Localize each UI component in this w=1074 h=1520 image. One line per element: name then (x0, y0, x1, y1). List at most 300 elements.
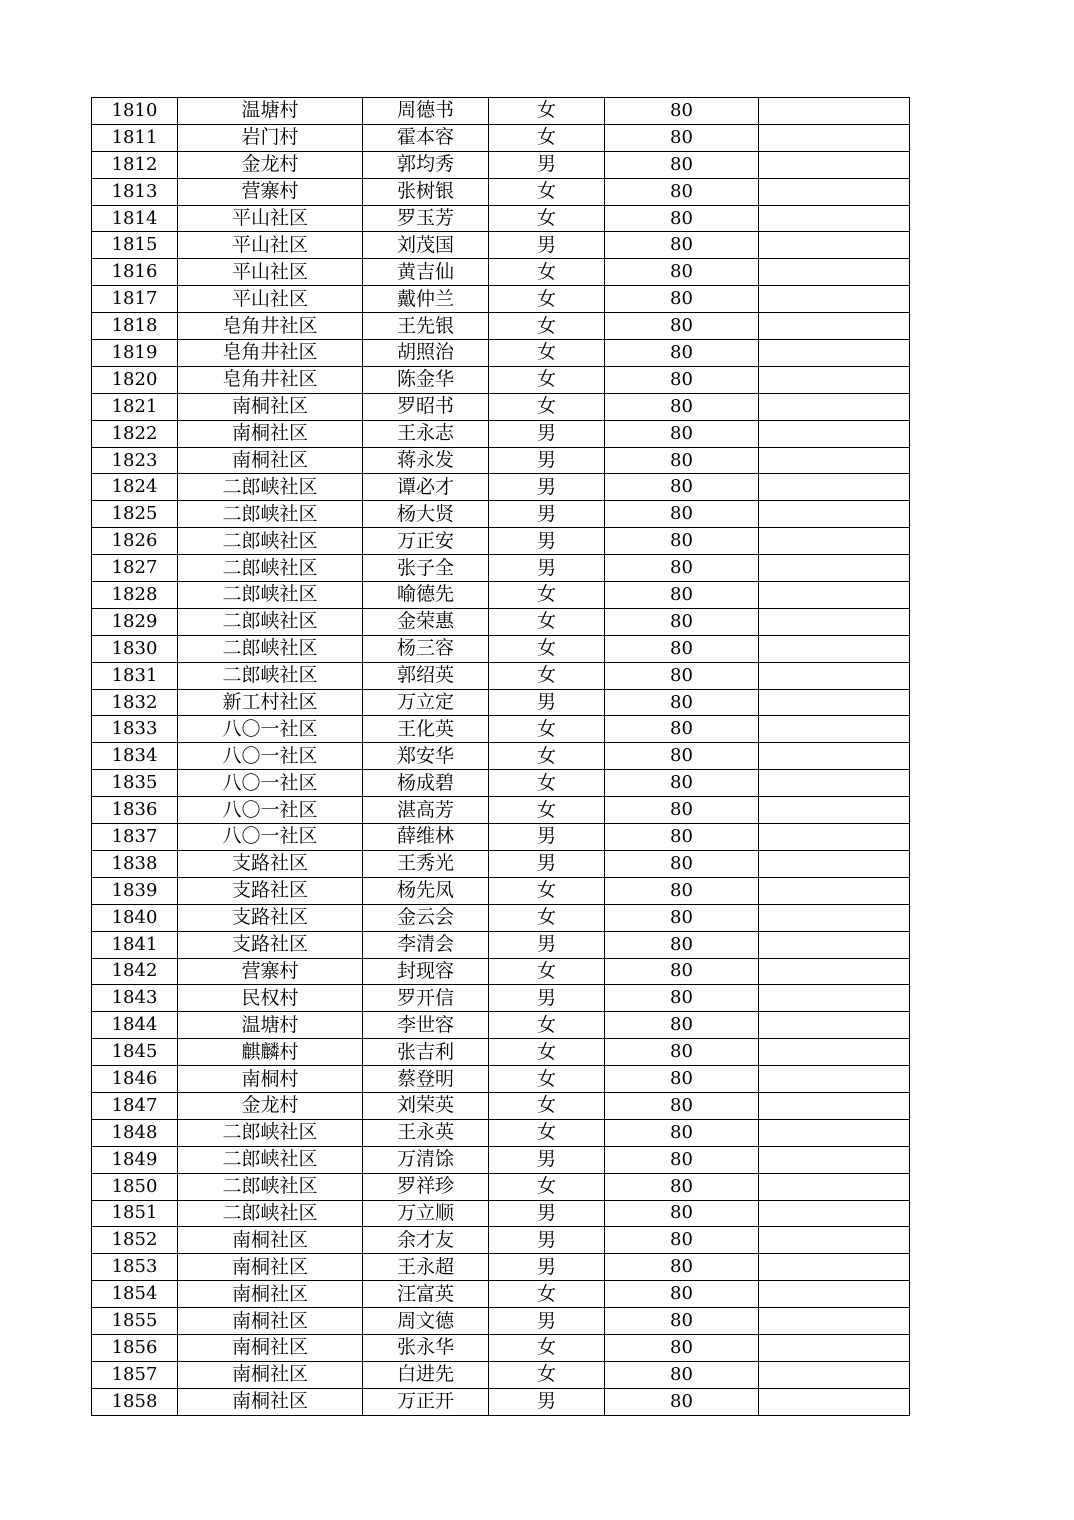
community-cell: 温塘村 (178, 1012, 363, 1039)
gender-cell: 男 (489, 1254, 605, 1281)
name-cell: 白进先 (363, 1361, 489, 1388)
gender-cell: 女 (489, 635, 605, 662)
gender-cell: 男 (489, 689, 605, 716)
community-cell: 支路社区 (178, 877, 363, 904)
row-number-cell: 1830 (92, 635, 178, 662)
age-cell: 80 (605, 931, 759, 958)
community-cell: 皂角井社区 (178, 366, 363, 393)
table-row (92, 232, 910, 259)
table-row (92, 178, 910, 205)
row-number-cell: 1817 (92, 286, 178, 313)
gender-cell: 女 (489, 1092, 605, 1119)
community-cell: 八〇一社区 (178, 770, 363, 797)
row-number-cell: 1818 (92, 313, 178, 340)
name-cell: 万立顺 (363, 1200, 489, 1227)
remark-cell (759, 528, 910, 555)
name-cell: 郭均秀 (363, 151, 489, 178)
row-number-cell: 1856 (92, 1334, 178, 1361)
age-cell: 80 (605, 662, 759, 689)
table-row (92, 1092, 910, 1119)
gender-cell: 男 (489, 1200, 605, 1227)
age-cell: 80 (605, 1039, 759, 1066)
community-cell: 南桐社区 (178, 393, 363, 420)
community-cell: 二郎峡社区 (178, 1200, 363, 1227)
community-cell: 八〇一社区 (178, 743, 363, 770)
row-number-cell: 1826 (92, 528, 178, 555)
gender-cell: 男 (489, 151, 605, 178)
gender-cell: 女 (489, 1039, 605, 1066)
remark-cell (759, 1119, 910, 1146)
remark-cell (759, 501, 910, 528)
row-number-cell: 1824 (92, 474, 178, 501)
remark-cell (759, 178, 910, 205)
table-row (92, 716, 910, 743)
row-number-cell: 1816 (92, 259, 178, 286)
row-number-cell: 1839 (92, 877, 178, 904)
age-cell: 80 (605, 958, 759, 985)
gender-cell: 女 (489, 340, 605, 367)
row-number-cell: 1837 (92, 824, 178, 851)
community-cell: 八〇一社区 (178, 797, 363, 824)
name-cell: 王化英 (363, 716, 489, 743)
age-cell: 80 (605, 1092, 759, 1119)
gender-cell: 女 (489, 259, 605, 286)
age-cell: 80 (605, 743, 759, 770)
community-cell: 南桐社区 (178, 1281, 363, 1308)
data-table (91, 97, 910, 1416)
age-cell: 80 (605, 501, 759, 528)
table-row (92, 1254, 910, 1281)
name-cell: 王永志 (363, 420, 489, 447)
table-row (92, 393, 910, 420)
row-number-cell: 1855 (92, 1308, 178, 1335)
name-cell: 张永华 (363, 1334, 489, 1361)
community-cell: 南桐社区 (178, 1227, 363, 1254)
age-cell: 80 (605, 635, 759, 662)
age-cell: 80 (605, 555, 759, 582)
row-number-cell: 1834 (92, 743, 178, 770)
row-number-cell: 1853 (92, 1254, 178, 1281)
name-cell: 杨先凤 (363, 877, 489, 904)
age-cell: 80 (605, 178, 759, 205)
name-cell: 胡照治 (363, 340, 489, 367)
row-number-cell: 1852 (92, 1227, 178, 1254)
name-cell: 罗开信 (363, 985, 489, 1012)
row-number-cell: 1835 (92, 770, 178, 797)
table-row (92, 151, 910, 178)
remark-cell (759, 232, 910, 259)
name-cell: 李清会 (363, 931, 489, 958)
community-cell: 二郎峡社区 (178, 635, 363, 662)
remark-cell (759, 1388, 910, 1415)
table-row (92, 985, 910, 1012)
table-row (92, 1200, 910, 1227)
gender-cell: 女 (489, 1361, 605, 1388)
community-cell: 南桐社区 (178, 1334, 363, 1361)
gender-cell: 女 (489, 124, 605, 151)
row-number-cell: 1819 (92, 340, 178, 367)
name-cell: 万正开 (363, 1388, 489, 1415)
remark-cell (759, 877, 910, 904)
name-cell: 王永英 (363, 1119, 489, 1146)
name-cell: 万立定 (363, 689, 489, 716)
age-cell: 80 (605, 1012, 759, 1039)
name-cell: 刘茂国 (363, 232, 489, 259)
age-cell: 80 (605, 393, 759, 420)
table-row (92, 958, 910, 985)
name-cell: 张子全 (363, 555, 489, 582)
remark-cell (759, 797, 910, 824)
table-row (92, 797, 910, 824)
age-cell: 80 (605, 1066, 759, 1093)
name-cell: 金云会 (363, 904, 489, 931)
age-cell: 80 (605, 904, 759, 931)
community-cell: 金龙村 (178, 151, 363, 178)
community-cell: 金龙村 (178, 1092, 363, 1119)
gender-cell: 男 (489, 1227, 605, 1254)
remark-cell (759, 743, 910, 770)
table-row (92, 340, 910, 367)
community-cell: 二郎峡社区 (178, 1119, 363, 1146)
remark-cell (759, 286, 910, 313)
name-cell: 罗玉芳 (363, 205, 489, 232)
name-cell: 湛高芳 (363, 797, 489, 824)
row-number-cell: 1850 (92, 1173, 178, 1200)
community-cell: 岩门村 (178, 124, 363, 151)
table-row (92, 259, 910, 286)
gender-cell: 女 (489, 178, 605, 205)
table-row (92, 824, 910, 851)
row-number-cell: 1810 (92, 98, 178, 125)
gender-cell: 女 (489, 877, 605, 904)
age-cell: 80 (605, 151, 759, 178)
remark-cell (759, 474, 910, 501)
table-row (92, 1012, 910, 1039)
remark-cell (759, 205, 910, 232)
remark-cell (759, 1254, 910, 1281)
row-number-cell: 1814 (92, 205, 178, 232)
age-cell: 80 (605, 716, 759, 743)
name-cell: 喻德先 (363, 582, 489, 609)
name-cell: 周德书 (363, 98, 489, 125)
gender-cell: 女 (489, 958, 605, 985)
row-number-cell: 1845 (92, 1039, 178, 1066)
community-cell: 平山社区 (178, 286, 363, 313)
gender-cell: 女 (489, 286, 605, 313)
name-cell: 万清馀 (363, 1146, 489, 1173)
name-cell: 黄吉仙 (363, 259, 489, 286)
row-number-cell: 1847 (92, 1092, 178, 1119)
table-row (92, 555, 910, 582)
age-cell: 80 (605, 313, 759, 340)
community-cell: 二郎峡社区 (178, 555, 363, 582)
gender-cell: 女 (489, 1066, 605, 1093)
community-cell: 温塘村 (178, 98, 363, 125)
name-cell: 杨大贤 (363, 501, 489, 528)
table-row (92, 124, 910, 151)
row-number-cell: 1813 (92, 178, 178, 205)
remark-cell (759, 824, 910, 851)
name-cell: 蒋永发 (363, 447, 489, 474)
name-cell: 罗祥珍 (363, 1173, 489, 1200)
remark-cell (759, 958, 910, 985)
name-cell: 罗昭书 (363, 393, 489, 420)
age-cell: 80 (605, 124, 759, 151)
table-row (92, 1281, 910, 1308)
age-cell: 80 (605, 985, 759, 1012)
age-cell: 80 (605, 1146, 759, 1173)
gender-cell: 女 (489, 393, 605, 420)
remark-cell (759, 1308, 910, 1335)
gender-cell: 女 (489, 366, 605, 393)
table-row (92, 1334, 910, 1361)
age-cell: 80 (605, 259, 759, 286)
gender-cell: 男 (489, 985, 605, 1012)
name-cell: 张吉利 (363, 1039, 489, 1066)
community-cell: 二郎峡社区 (178, 608, 363, 635)
name-cell: 杨三容 (363, 635, 489, 662)
table-row (92, 904, 910, 931)
community-cell: 南桐社区 (178, 1388, 363, 1415)
age-cell: 80 (605, 582, 759, 609)
table-row (92, 931, 910, 958)
community-cell: 支路社区 (178, 931, 363, 958)
age-cell: 80 (605, 1388, 759, 1415)
table-row (92, 1039, 910, 1066)
gender-cell: 男 (489, 1388, 605, 1415)
remark-cell (759, 716, 910, 743)
table-row (92, 689, 910, 716)
name-cell: 王先银 (363, 313, 489, 340)
community-cell: 二郎峡社区 (178, 528, 363, 555)
remark-cell (759, 689, 910, 716)
row-number-cell: 1858 (92, 1388, 178, 1415)
gender-cell: 男 (489, 420, 605, 447)
remark-cell (759, 1092, 910, 1119)
remark-cell (759, 313, 910, 340)
name-cell: 汪富英 (363, 1281, 489, 1308)
community-cell: 南桐社区 (178, 1254, 363, 1281)
age-cell: 80 (605, 1119, 759, 1146)
table-row (92, 1227, 910, 1254)
gender-cell: 女 (489, 1281, 605, 1308)
table-row (92, 528, 910, 555)
community-cell: 平山社区 (178, 205, 363, 232)
remark-cell (759, 1039, 910, 1066)
table-row (92, 313, 910, 340)
community-cell: 南桐社区 (178, 420, 363, 447)
table-row (92, 582, 910, 609)
remark-cell (759, 447, 910, 474)
remark-cell (759, 555, 910, 582)
row-number-cell: 1811 (92, 124, 178, 151)
name-cell: 万正安 (363, 528, 489, 555)
name-cell: 张树银 (363, 178, 489, 205)
remark-cell (759, 770, 910, 797)
table-row (92, 1388, 910, 1415)
gender-cell: 女 (489, 770, 605, 797)
community-cell: 八〇一社区 (178, 824, 363, 851)
gender-cell: 男 (489, 528, 605, 555)
remark-cell (759, 124, 910, 151)
gender-cell: 男 (489, 474, 605, 501)
name-cell: 戴仲兰 (363, 286, 489, 313)
table-row (92, 1361, 910, 1388)
row-number-cell: 1821 (92, 393, 178, 420)
gender-cell: 女 (489, 743, 605, 770)
gender-cell: 男 (489, 555, 605, 582)
table-row (92, 635, 910, 662)
gender-cell: 男 (489, 1146, 605, 1173)
gender-cell: 女 (489, 98, 605, 125)
gender-cell: 女 (489, 1012, 605, 1039)
name-cell: 郑安华 (363, 743, 489, 770)
community-cell: 八〇一社区 (178, 716, 363, 743)
community-cell: 支路社区 (178, 904, 363, 931)
remark-cell (759, 420, 910, 447)
gender-cell: 男 (489, 931, 605, 958)
row-number-cell: 1840 (92, 904, 178, 931)
row-number-cell: 1838 (92, 850, 178, 877)
name-cell: 陈金华 (363, 366, 489, 393)
name-cell: 谭必才 (363, 474, 489, 501)
name-cell: 金荣惠 (363, 608, 489, 635)
name-cell: 刘荣英 (363, 1092, 489, 1119)
remark-cell (759, 904, 910, 931)
age-cell: 80 (605, 1281, 759, 1308)
gender-cell: 男 (489, 447, 605, 474)
age-cell: 80 (605, 824, 759, 851)
remark-cell (759, 931, 910, 958)
remark-cell (759, 366, 910, 393)
row-number-cell: 1812 (92, 151, 178, 178)
age-cell: 80 (605, 877, 759, 904)
table-row (92, 447, 910, 474)
name-cell: 蔡登明 (363, 1066, 489, 1093)
age-cell: 80 (605, 1254, 759, 1281)
table-row (92, 474, 910, 501)
remark-cell (759, 1173, 910, 1200)
row-number-cell: 1831 (92, 662, 178, 689)
community-cell: 新工村社区 (178, 689, 363, 716)
remark-cell (759, 393, 910, 420)
gender-cell: 女 (489, 904, 605, 931)
community-cell: 平山社区 (178, 259, 363, 286)
age-cell: 80 (605, 366, 759, 393)
remark-cell (759, 985, 910, 1012)
age-cell: 80 (605, 340, 759, 367)
table-row (92, 608, 910, 635)
age-cell: 80 (605, 689, 759, 716)
remark-cell (759, 662, 910, 689)
remark-cell (759, 1361, 910, 1388)
community-cell: 南桐村 (178, 1066, 363, 1093)
remark-cell (759, 1227, 910, 1254)
row-number-cell: 1836 (92, 797, 178, 824)
row-number-cell: 1828 (92, 582, 178, 609)
table-row (92, 501, 910, 528)
remark-cell (759, 1200, 910, 1227)
age-cell: 80 (605, 528, 759, 555)
table-row (92, 1066, 910, 1093)
table-row (92, 420, 910, 447)
gender-cell: 女 (489, 662, 605, 689)
gender-cell: 男 (489, 824, 605, 851)
gender-cell: 女 (489, 1173, 605, 1200)
age-cell: 80 (605, 447, 759, 474)
row-number-cell: 1844 (92, 1012, 178, 1039)
gender-cell: 女 (489, 716, 605, 743)
remark-cell (759, 635, 910, 662)
age-cell: 80 (605, 1227, 759, 1254)
remark-cell (759, 1066, 910, 1093)
community-cell: 营寨村 (178, 178, 363, 205)
remark-cell (759, 259, 910, 286)
community-cell: 民权村 (178, 985, 363, 1012)
gender-cell: 女 (489, 1119, 605, 1146)
table-row (92, 286, 910, 313)
remark-cell (759, 608, 910, 635)
community-cell: 支路社区 (178, 850, 363, 877)
community-cell: 二郎峡社区 (178, 1146, 363, 1173)
gender-cell: 女 (489, 797, 605, 824)
name-cell: 周文德 (363, 1308, 489, 1335)
community-cell: 二郎峡社区 (178, 474, 363, 501)
age-cell: 80 (605, 850, 759, 877)
age-cell: 80 (605, 1361, 759, 1388)
gender-cell: 女 (489, 1334, 605, 1361)
age-cell: 80 (605, 1200, 759, 1227)
table-row (92, 366, 910, 393)
age-cell: 80 (605, 1308, 759, 1335)
remark-cell (759, 1281, 910, 1308)
name-cell: 王永超 (363, 1254, 489, 1281)
row-number-cell: 1829 (92, 608, 178, 635)
table-row (92, 205, 910, 232)
gender-cell: 女 (489, 582, 605, 609)
gender-cell: 女 (489, 205, 605, 232)
remark-cell (759, 340, 910, 367)
age-cell: 80 (605, 98, 759, 125)
remark-cell (759, 1012, 910, 1039)
age-cell: 80 (605, 797, 759, 824)
name-cell: 封现容 (363, 958, 489, 985)
gender-cell: 女 (489, 608, 605, 635)
name-cell: 余才友 (363, 1227, 489, 1254)
community-cell: 二郎峡社区 (178, 582, 363, 609)
community-cell: 南桐社区 (178, 1361, 363, 1388)
community-cell: 皂角井社区 (178, 340, 363, 367)
row-number-cell: 1843 (92, 985, 178, 1012)
row-number-cell: 1832 (92, 689, 178, 716)
name-cell: 薛维林 (363, 824, 489, 851)
community-cell: 南桐社区 (178, 447, 363, 474)
row-number-cell: 1820 (92, 366, 178, 393)
table-row (92, 743, 910, 770)
name-cell: 郭绍英 (363, 662, 489, 689)
row-number-cell: 1848 (92, 1119, 178, 1146)
table-row (92, 662, 910, 689)
remark-cell (759, 582, 910, 609)
row-number-cell: 1851 (92, 1200, 178, 1227)
name-cell: 霍本容 (363, 124, 489, 151)
age-cell: 80 (605, 608, 759, 635)
row-number-cell: 1846 (92, 1066, 178, 1093)
remark-cell (759, 850, 910, 877)
age-cell: 80 (605, 770, 759, 797)
table-row (92, 1119, 910, 1146)
community-cell: 皂角井社区 (178, 313, 363, 340)
